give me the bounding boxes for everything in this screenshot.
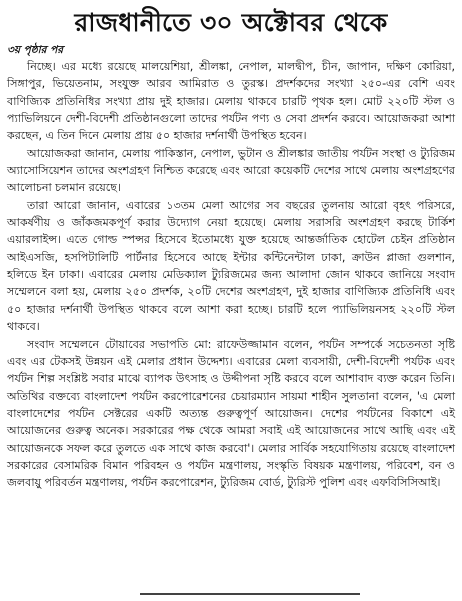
headline: রাজধানীতে ৩০ অক্টোবর থেকে (74, 8, 388, 37)
article-body (7, 58, 455, 492)
continued-from-label: ৩য় পৃষ্ঠার পর (7, 44, 64, 56)
article-paragraph: সংবাদ সম্মেলনে টোয়াবের সভাপতি মো: রাফেউজ্জামান বলেন, পর্যটন সম্পর্কে সচেতনতা সৃষ্টি এবং এর টেকসই উন্নয়ন এই মেলার প্রধান উদ্দেশ্য। এবারের মেলা ব্যবসায়ী, দেশী-বিদেশী পর্যটক এবং পর্যটন শিল্প সংশ্লিষ্ট সবার মাঝে ব্যাপক উৎসাহ ও উদ্দীপনা সৃষ্টি করবে বলে আশাবাদ ব্যক্ত করেন তিনি। অতিথির বক্তব্যে বাংলাদেশ পর্যটন করপোরেশনের চেয়ারম্যান সায়মা শাহীন সুলতানা বলেন, 'এ মেলা বাংলাদেশের পর্যটন সেক্টরের একটি অত্যন্ত গুরুত্বপূর্ণ আয়োজন। দেশের পর্যটনের বিকাশে এই আয়োজনের গুরুত্ব অনেক। সরকারের পক্ষ থেকে আমরা সবাই এই আয়োজনের সাথে আছি এবং এই আয়োজনকে সফল করে তুলতে এক সাথে কাজ করবো'। মেলার সার্বিক সহযোগিতায় রয়েছে বাংলাদেশ সরকারের বেসামরিক বিমান পরিবহন ও পর্যটন মন্ত্রণালয়, সংস্কৃতি বিষয়ক মন্ত্রণালয়, পরিবেশ, বন ও জলবায়ু পরিবর্তন মন্ত্রণালয়, পর্যটন করপোরেশন, ট্যুরিজম বোর্ড, ট্যুরিস্ট পুলিশ এবং এফবিসিসিআই। (7, 337, 455, 490)
cut-off-text-edge (140, 593, 360, 599)
article-paragraph: তারা আরো জানান, এবারের ১৩তম মেলা আগের সব বছরের তুলনায় আরো বৃহৎ পরিসরে, আকর্ষণীয় ও জাঁকজমকপূর্ণ করার উদ্যোগ নেয়া হয়েছে। মেলায় সরাসরি অংশগ্রহণ করছে টার্কিশ এয়ারলাইন্স। এতে গোল্ড স্পন্সর হিসেবে ইতোমধ্যে যুক্ত হয়েছে আন্তর্জাতিক হোটেল চেইন প্রতিষ্ঠান আইএসজি, হসপিটালিটি পার্টনার হিসেবে আছে ইন্টার কন্টিনেন্টাল ঢাকা, ক্রাউন প্লাজা গুলশান, হলিডে ইন ঢাকা। এবারের মেলায় মেডিক্যাল ট্যুরিজমের জন্য আলাদা জোন থাকবে জানিয়ে সংবাদ সম্মেলনে বলা হয়, মেলায় ২৫০ প্রদর্শক, ২০টি দেশের অংশগ্রহণ, দুই হাজার বাণিজ্যিক প্রতিনিধি এবং ৫০ হাজার দর্শনার্থী উপস্থিত থাকবে বলে আশা করা হচ্ছে। চারটি হলে প্যাভিলিয়নসহ ২২০টি স্টল থাকবে। (7, 198, 455, 334)
article-paragraph: আয়োজকরা জানান, মেলায় পাকিস্তান, নেপাল, ভুটান ও শ্রীলঙ্কার জাতীয় পর্যটন সংস্থা ও ট্যুরিজম অ্যাসোসিয়েশন তাদের অংশগ্রহণ নিশ্চিত করেছে এবং আরো কয়েকটি দেশের সাথে মেলায় অংশগ্রহণের আলোচনা চলমান রয়েছে। (7, 146, 455, 195)
article-paragraph: নিচ্ছে। এর মধ্যে রয়েছে মালয়েশিয়া, শ্রীলঙ্কা, নেপাল, মালদ্বীপ, চীন, জাপান, দক্ষিণ কোরিয়া, সিঙ্গাপুর, ভিয়েতনাম, সংযুক্ত আরব আমিরাত ও তুরস্ক। প্রদর্শকদের সংখ্যা ২৫০-এর বেশি এবং বাণিজ্যিক প্রতিনিধির সংখ্যা প্রায় দুই হাজার। মেলায় থাকবে চারটি পৃথক হল। মোট ২২০টি স্টল ও প্যাভিলিয়নে দেশী-বিদেশী প্রতিষ্ঠানগুলো তাদের পর্যটন পণ্য ও সেবা প্রদর্শন করবে। আয়োজকরা আশা করছেন, এ তিন দিনে মেলায় প্রায় ৫০ হাজার দর্শনার্থী উপস্থিত হবেন। (7, 60, 455, 143)
